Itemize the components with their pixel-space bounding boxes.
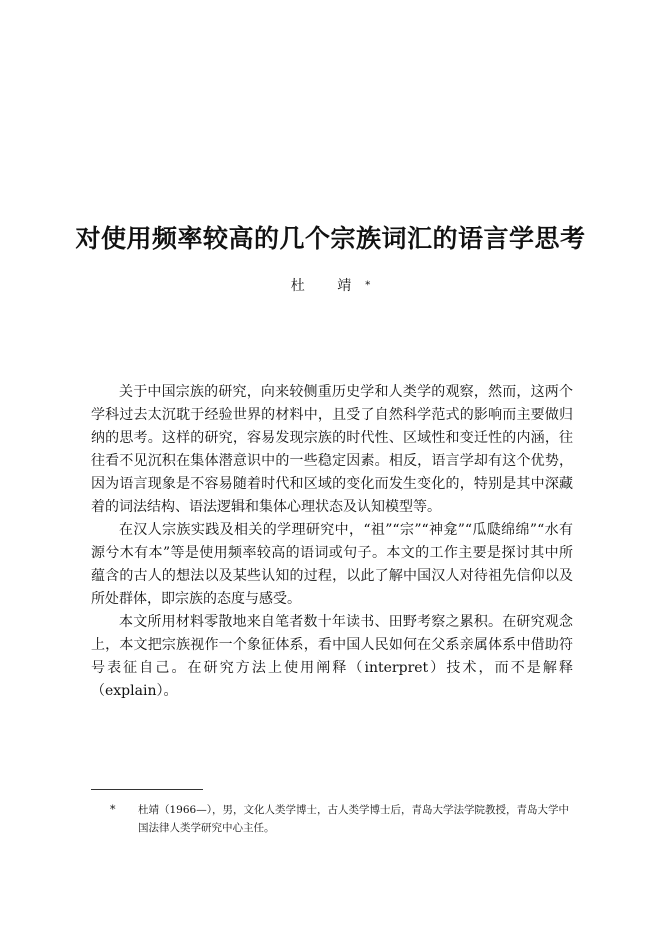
- footnote-rule: [91, 789, 203, 790]
- footnote-mark: *: [110, 803, 116, 816]
- author-name: 杜 靖: [290, 278, 366, 294]
- paragraph-3: 本文所用材料零散地来自笔者数十年读书、田野考察之累积。在研究观念上，本文把宗族视作一个象征体系，看中国人民如何在父系亲属体系中借助符号表征自己。在研究方法上使用阐释（interpret）技术，而不是解释（explain）。: [91, 614, 573, 699]
- footnote-text: 杜靖（1966—），男，文化人类学博士，古人类学博士后，青岛大学法学院教授，青岛大学中国法律人类学研究中心主任。: [138, 804, 569, 834]
- abstract-body: [91, 381, 573, 703]
- paragraph-1: 关于中国宗族的研究，向来较侧重历史学和人类学的观察，然而，这两个学科过去太沉耽于经验世界的材料中，且受了自然科学范式的影响而主要做归纳的思考。这样的研究，容易发现宗族的时代性、区域性和变迁性的内涵，往往看不见沉积在集体潜意识中的一些稳定因素。相反，语言学却有这个优势，因为语言现象是不容易随着时代和区域的变化而发生变化的，特别是其中深藏着的词法结构、语法逻辑和集体心理状态及认知模型等。: [91, 384, 573, 515]
- author-footnote-mark: *: [365, 280, 371, 291]
- author-line: [0, 276, 661, 296]
- paragraph-2: 在汉人宗族实践及相关的学理研究中，“祖”“宗”“神龛”“瓜瓞绵绵”“水有源兮木有本”等是使用频率较高的语词或句子。本文的工作主要是探讨其中所蕴含的古人的想法以及某些认知的过程，以此了解中国汉人对待祖先信仰以及所处群体，即宗族的态度与感受。: [91, 522, 573, 607]
- paper-title: 对使用频率较高的几个宗族词汇的语言学思考: [75, 224, 586, 253]
- footnote: [110, 801, 570, 837]
